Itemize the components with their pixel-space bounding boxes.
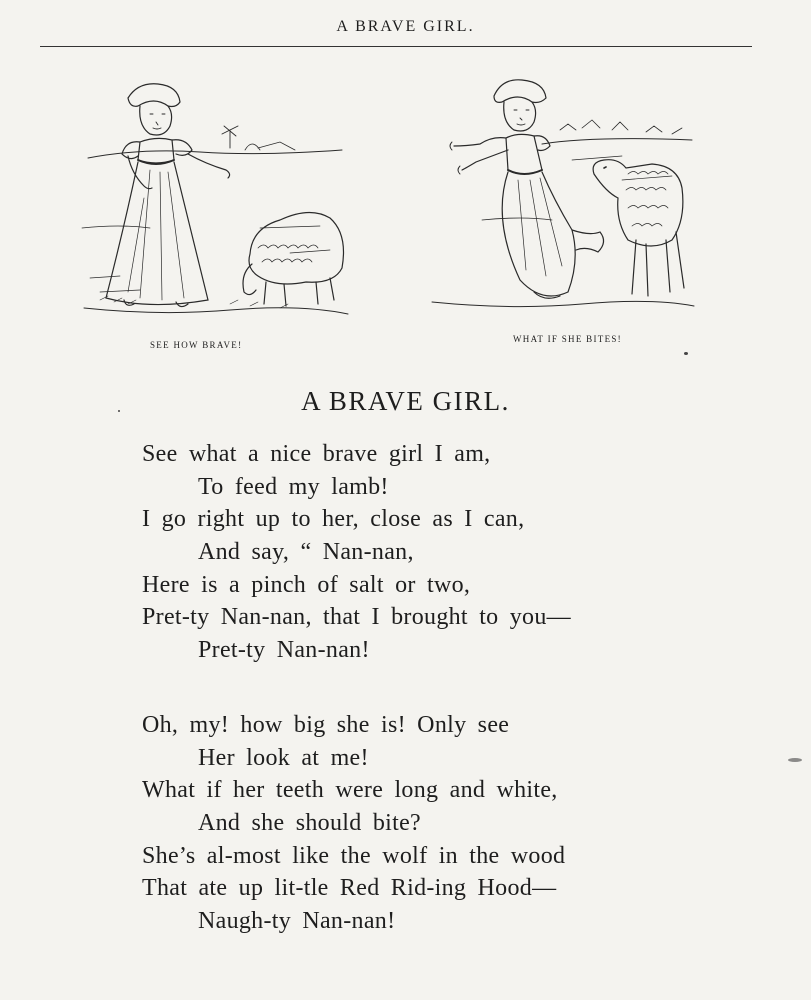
poem-stanza-2: [142, 709, 565, 938]
poem-line: That ate up lit-tle Red Rid-ing Hood—: [142, 875, 557, 902]
poem-stanza-1: [142, 438, 571, 667]
poem-line: Her look at me!: [198, 744, 369, 771]
poem-line: I go right up to her, close as I can,: [142, 506, 525, 533]
illustration-caption-left: SEE HOW BRAVE!: [150, 340, 243, 350]
header-rule: [40, 46, 752, 47]
poem-line: Naugh-ty Nan-nan!: [198, 908, 396, 935]
poem-line: To feed my lamb!: [198, 473, 389, 500]
poem-line: Pret-ty Nan-nan, that I brought to you—: [142, 604, 571, 631]
poem-line: Here is a pinch of salt or two,: [142, 571, 471, 598]
running-head: A BRAVE GIRL.: [336, 18, 475, 35]
poem-line: And she should bite?: [198, 810, 421, 837]
poem-line: See what a nice brave girl I am,: [142, 441, 491, 467]
paper-speck: [684, 352, 688, 355]
poem-title: A BRAVE GIRL.: [301, 386, 510, 416]
paper-speck: [118, 410, 120, 412]
poem-line: Oh, my! how big she is! Only see: [142, 712, 510, 738]
poem-line: Pret-ty Nan-nan!: [198, 637, 370, 664]
poem-line: And say, “ Nan-nan,: [198, 539, 414, 566]
poem-line: What if her teeth were long and white,: [142, 777, 558, 804]
poem-line: She’s al-most like the wolf in the wood: [142, 842, 566, 869]
illustration-girl-and-grazing-lamb: [80, 78, 350, 323]
paper-speck: [788, 758, 802, 762]
illustration-girl-and-standing-lamb: [422, 70, 697, 320]
illustration-caption-right: WHAT IF SHE BITES!: [513, 334, 622, 344]
